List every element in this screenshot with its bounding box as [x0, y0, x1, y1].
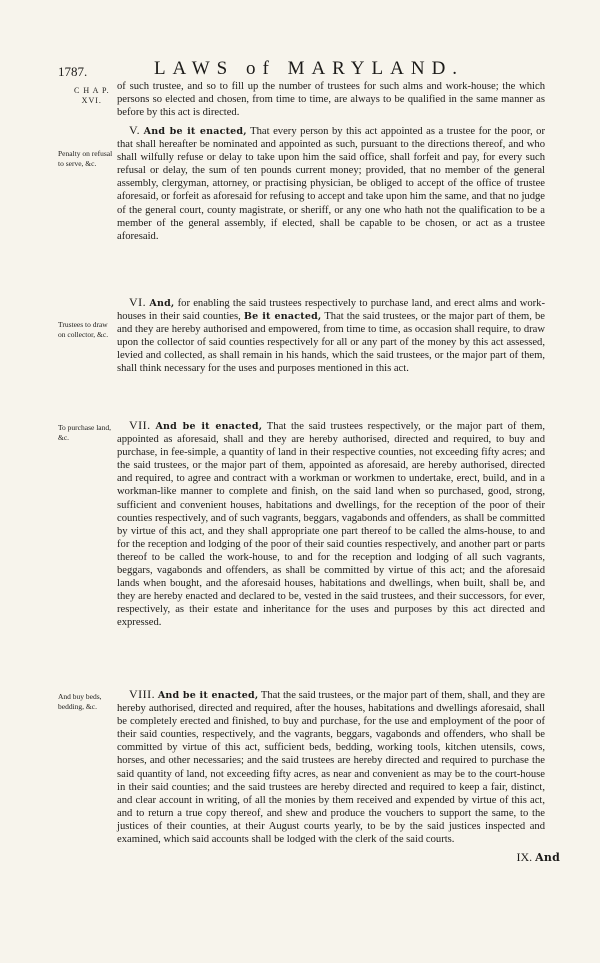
- enacting-clause: And be it enacted,: [155, 421, 263, 432]
- paragraph-text: for enabling the said trustees respectively to purchase land, and erect alms and work-houses in their said counties,: [117, 298, 545, 323]
- paragraph-continuation: [117, 80, 545, 119]
- section-vii: [117, 419, 545, 630]
- margin-note-trustees-draw: Trustees to draw on collector, &c.: [58, 320, 109, 339]
- paragraph-text: That the said trustees, or the major part of them, shall, and they are hereby authorised, directed and required, after the houses, habitations and dwellings aforesaid, shall be completely erected and finished, to buy and purchase, for the use and employment of the poor of their said counties, respectively, and the vagrants, beggars, vagabonds and offenders, who shall be committed by virtue of this act, sufficient beds, bedding, working tools, kitchen utensils, cows, horses, and other necessaries; and the said trustees are hereby directed and required to purchase the said quantity of land, not exceeding fifty acres, as near and convenient as may be to the court-house in their said counties; and the said trustees are hereby directed and required to keep a fair, distinct, and clear account in writing, of all the monies by them received and expended by virtue of this act, and to return a true copy thereof, and shew and produce the vouchers to support the same, to the justices of their counties, at their August courts yearly, to be by the said justices inspected and examined, which said accounts shall be lodged with the clerk of the said courts.: [117, 690, 545, 846]
- section-number: VII.: [129, 418, 151, 432]
- catchword: [517, 850, 561, 865]
- page-year: 1787.: [58, 64, 88, 79]
- enacting-clause: And be it enacted,: [143, 126, 247, 137]
- enacting-clause: And,: [149, 298, 175, 309]
- section-viii: [117, 688, 545, 846]
- enacting-clause-second: Be it enacted,: [243, 311, 322, 323]
- section-number: VIII.: [129, 687, 156, 701]
- chapter-heading: C H A P.: [74, 86, 110, 95]
- enacting-clause: And be it enacted,: [157, 690, 259, 701]
- paragraph-text: That the said trustees respectively, or the major part of them, appointed as aforesaid, shall and they are hereby authorised, directed and required, to buy and purchase, in fee-simple, a quantity of land in their respective counties, not exceeding fifty acres; and the said trustees, or the major part of them, appointed as aforesaid, are hereby authorised, directed and required, to agree and contract with a workman or workmen to undertake, erect, build, and in a workman-like manner to complete and finish, on the said land when so purchased, good, strong, sufficient and convenient houses, habitations and dwellings, for the reception of the poor of their counties respectively, and of such vagrants, beggars, vagabonds and offenders, as shall be committed by virtue of this act, and they shall appropriate one part thereof to be called the alms-house, to and for the reception and lodging of the poor of their said counties respectively, and another part or parts thereof to be called the work-house, to and for the reception and lodging of all such vagrants, beggars, vagabonds and offenders, as shall be committed by virtue of this act; and the aforesaid lands when bought, and the aforesaid houses, habitations and dwellings, when built, shall be, and they are hereby enacted and declared to be, vested in the said trustees, and their successors, for ever, respectively, as their estate and inheritance for the uses and purposes by this act directed and expressed.: [117, 421, 545, 629]
- catchword-word: And: [535, 851, 560, 864]
- section-number: V.: [129, 123, 141, 137]
- running-title: LAWS of MARYLAND.: [153, 58, 465, 79]
- catchword-number: IX.: [516, 850, 533, 864]
- paragraph-text: That every person by this act appointed as a trustee for the poor, or that shall hereafter be nominated and appointed as such, pursuant to the directions thereof, and who shall wilfully refuse or delay to take upon him the said office, shall forfeit and pay, for every such refusal or delay, the sum of ten pounds current money; provided, that no member of the general assembly, clergyman, attorney, or practising physician, be obliged to accept of the office of trustee aforesaid, or forfeit as aforesaid for refusing to accept and take upon him the same, and that no judge of the general court, county magistrate, or sheriff, or any one who hath not the qualification to be a member of the general assembly, if elected, shall be capable to be chosen, or act as a trustee aforesaid.: [117, 126, 545, 242]
- margin-note-buy-beds: And buy beds, bedding, &c.: [58, 692, 102, 711]
- paragraph-text: That the said trustees, or the major part of them, be and they are hereby authorised and empowered, from time to time, as occasion shall require, to draw upon the collector of said counties respectively for all or any part of the money by this act assessed, levied and collected, as shall remain in his hands, which the said trustees, or the major part of them, shall think necessary for the uses and purposes mentioned in this act.: [117, 311, 545, 375]
- margin-note-purchase-land: To purchase land, &c.: [58, 423, 111, 442]
- section-vi: [117, 296, 545, 376]
- chapter-number: XVI.: [81, 96, 102, 105]
- margin-note-penalty: Penalty on refusal to serve, &c.: [58, 149, 113, 168]
- paragraph-text: of such trustee, and so to fill up the number of trustees for such alms and work-house; the which persons so elected and chosen, from time to time, are always to be qualified in the same manner as before by this act is directed.: [117, 81, 545, 119]
- chapter-label: [74, 86, 110, 106]
- section-number: VI.: [129, 295, 147, 309]
- section-v: [117, 124, 545, 243]
